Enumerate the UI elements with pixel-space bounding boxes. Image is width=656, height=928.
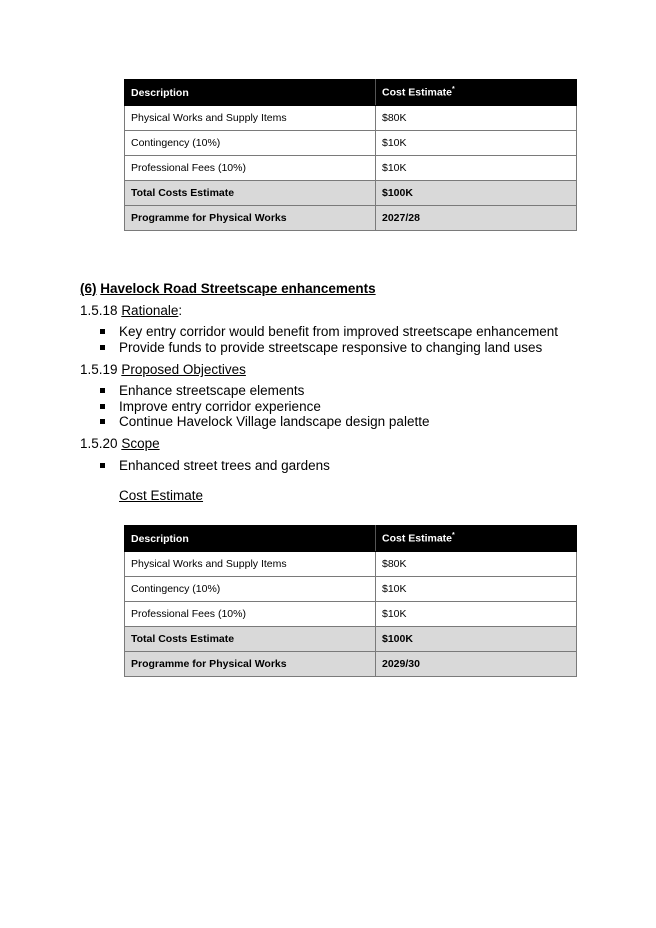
row-description: Professional Fees (10%) xyxy=(125,156,376,181)
clause-objectives xyxy=(80,362,246,377)
list-item: Enhanced street trees and gardens xyxy=(100,458,330,474)
total-row xyxy=(125,627,577,652)
clause-suffix: : xyxy=(178,303,183,318)
footnote-mark: * xyxy=(452,532,455,540)
total-label: Total Costs Estimate xyxy=(125,627,376,652)
programme-label: Programme for Physical Works xyxy=(125,652,376,677)
header-description: Description xyxy=(125,526,376,552)
list-item: Key entry corridor would benefit from improved streetscape enhancement xyxy=(100,324,558,340)
programme-value: 2027/28 xyxy=(376,206,577,231)
table-row xyxy=(125,106,577,131)
clause-number: 1.5.18 xyxy=(80,303,118,318)
clause-number: 1.5.20 xyxy=(80,436,118,451)
row-cost: $80K xyxy=(376,552,577,577)
footnote-mark: * xyxy=(452,86,455,94)
total-value: $100K xyxy=(376,181,577,206)
row-cost: $10K xyxy=(376,156,577,181)
row-description: Professional Fees (10%) xyxy=(125,602,376,627)
cost-estimate-heading: Cost Estimate xyxy=(119,488,204,503)
table-row xyxy=(125,602,577,627)
programme-value: 2029/30 xyxy=(376,652,577,677)
list-item: Continue Havelock Village landscape design palette xyxy=(100,414,429,430)
table-header-row xyxy=(125,526,577,552)
table-row xyxy=(125,577,577,602)
clause-number: 1.5.19 xyxy=(80,362,118,377)
table-row xyxy=(125,131,577,156)
row-description: Physical Works and Supply Items xyxy=(125,552,376,577)
programme-row xyxy=(125,652,577,677)
row-description: Physical Works and Supply Items xyxy=(125,106,376,131)
clause-heading: Proposed Objectives xyxy=(121,362,246,377)
list-item: Enhance streetscape elements xyxy=(100,383,429,399)
row-cost: $10K xyxy=(376,577,577,602)
scope-list xyxy=(100,458,330,474)
objectives-list xyxy=(100,383,429,430)
list-item: Provide funds to provide streetscape responsive to changing land uses xyxy=(100,340,558,356)
section-heading: Havelock Road Streetscape enhancements xyxy=(100,281,376,296)
row-description: Contingency (10%) xyxy=(125,577,376,602)
header-cost-estimate: Cost Estimate* xyxy=(376,80,577,106)
table-header-row xyxy=(125,80,577,106)
total-label: Total Costs Estimate xyxy=(125,181,376,206)
section-title xyxy=(80,281,376,296)
programme-row xyxy=(125,206,577,231)
clause-rationale xyxy=(80,303,182,318)
clause-scope xyxy=(80,436,160,451)
row-description: Contingency (10%) xyxy=(125,131,376,156)
table-row xyxy=(125,156,577,181)
clause-heading: Rationale xyxy=(121,303,179,318)
list-item: Improve entry corridor experience xyxy=(100,399,429,415)
cost-table-2 xyxy=(124,525,577,677)
total-value: $100K xyxy=(376,627,577,652)
row-cost: $10K xyxy=(376,131,577,156)
row-cost: $80K xyxy=(376,106,577,131)
rationale-list xyxy=(100,324,558,355)
section-number: (6) xyxy=(80,281,97,296)
cost-table-1 xyxy=(124,79,577,231)
table-row xyxy=(125,552,577,577)
clause-heading: Scope xyxy=(121,436,160,451)
programme-label: Programme for Physical Works xyxy=(125,206,376,231)
row-cost: $10K xyxy=(376,602,577,627)
header-description: Description xyxy=(125,80,376,106)
header-cost-estimate: Cost Estimate* xyxy=(376,526,577,552)
total-row xyxy=(125,181,577,206)
